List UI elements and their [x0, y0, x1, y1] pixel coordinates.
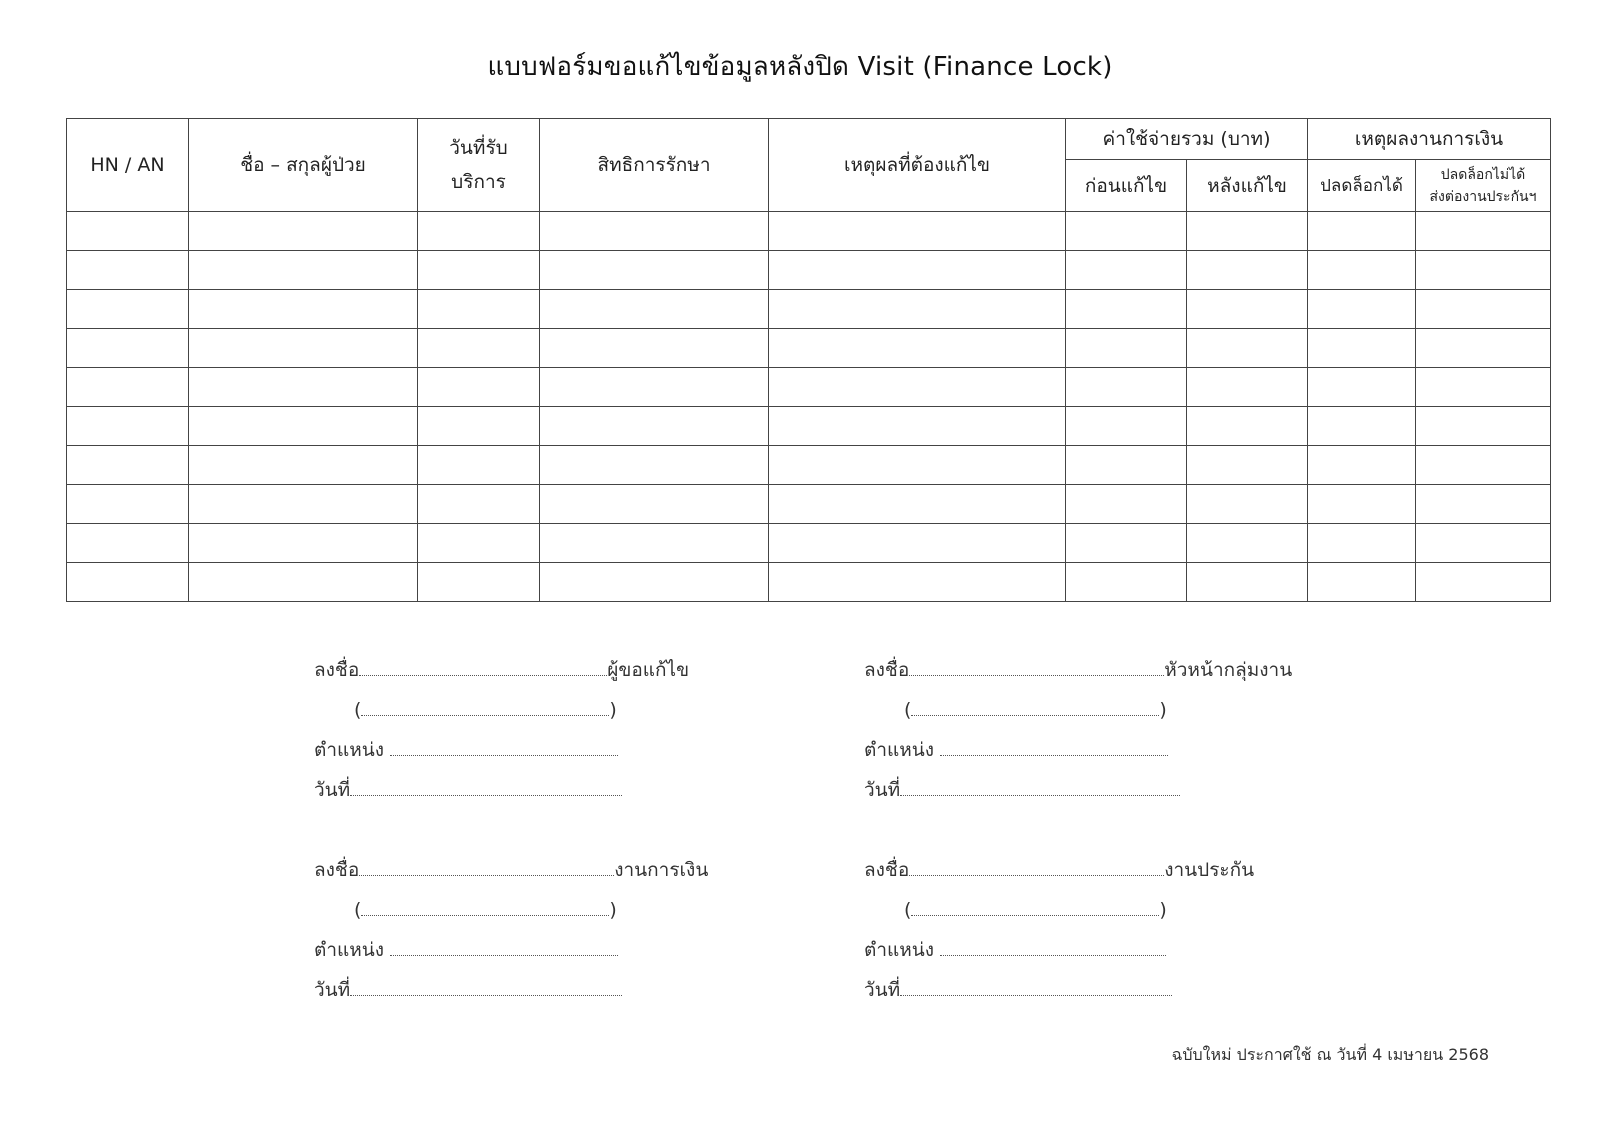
insurance-role: งานประกัน: [1164, 859, 1255, 881]
cell-treatment-right[interactable]: [540, 485, 769, 524]
cell-after-edit[interactable]: [1187, 212, 1308, 251]
cell-patient-name[interactable]: [189, 329, 418, 368]
header-unlock-ok: ปลดล็อกได้: [1308, 160, 1416, 212]
date-line[interactable]: [350, 780, 622, 796]
cell-unlock-ok[interactable]: [1308, 407, 1416, 446]
cell-treatment-right[interactable]: [540, 329, 769, 368]
cell-patient-name[interactable]: [189, 251, 418, 290]
header-after-edit: หลังแก้ไข: [1187, 160, 1308, 212]
table-row: [67, 524, 1551, 563]
cell-after-edit[interactable]: [1187, 563, 1308, 602]
sign-label: ลงชื่อ: [314, 659, 360, 681]
sign-label: ลงชื่อ: [864, 859, 910, 881]
cell-unlock-not-ok[interactable]: [1416, 251, 1551, 290]
cell-treatment-right[interactable]: [540, 407, 769, 446]
form-title: แบบฟอร์มขอแก้ไขข้อมูลหลังปิด Visit (Finance Lock): [487, 52, 1113, 82]
cell-reason-to-edit[interactable]: [769, 524, 1066, 563]
header-before-edit: ก่อนแก้ไข: [1066, 160, 1187, 212]
requester-role: ผู้ขอแก้ไข: [607, 659, 690, 681]
cell-after-edit[interactable]: [1187, 407, 1308, 446]
date-line[interactable]: [350, 980, 622, 996]
open-paren: (: [354, 899, 362, 921]
cell-treatment-right[interactable]: [540, 290, 769, 329]
cell-patient-name[interactable]: [189, 563, 418, 602]
table-row: [67, 407, 1551, 446]
cell-patient-name[interactable]: [189, 446, 418, 485]
footer-version-note: ฉบับใหม่ ประกาศใช้ ณ วันที่ 4 เมษายน 2568: [1171, 1045, 1489, 1064]
header-treatment-right: สิทธิการรักษา: [540, 119, 769, 212]
cell-treatment-right[interactable]: [540, 446, 769, 485]
cell-unlock-ok[interactable]: [1308, 368, 1416, 407]
header-service-date-line2: บริการ: [451, 171, 506, 193]
table-row: [67, 485, 1551, 524]
printed-name-line[interactable]: [911, 700, 1159, 716]
cell-hn-an[interactable]: [67, 290, 189, 329]
header-service-date-line1: วันที่รับ: [449, 137, 508, 159]
cell-after-edit[interactable]: [1187, 485, 1308, 524]
cell-reason-to-edit[interactable]: [769, 407, 1066, 446]
cell-after-edit[interactable]: [1187, 446, 1308, 485]
printed-name-line[interactable]: [361, 700, 609, 716]
position-label: ตำแหน่ง: [864, 739, 935, 761]
table-row: [67, 290, 1551, 329]
table-row: [67, 563, 1551, 602]
cell-service-date[interactable]: [418, 446, 540, 485]
cell-unlock-not-ok[interactable]: [1416, 212, 1551, 251]
signature-line[interactable]: [359, 860, 614, 876]
signature-line[interactable]: [909, 660, 1164, 676]
cell-service-date[interactable]: [418, 563, 540, 602]
cell-hn-an[interactable]: [67, 329, 189, 368]
date-label: วันที่: [314, 779, 351, 801]
cell-before-edit[interactable]: [1066, 407, 1187, 446]
cell-treatment-right[interactable]: [540, 251, 769, 290]
close-paren: ): [609, 899, 617, 921]
printed-name-line[interactable]: [911, 900, 1159, 916]
cell-before-edit[interactable]: [1066, 524, 1187, 563]
cell-reason-to-edit[interactable]: [769, 563, 1066, 602]
cell-before-edit[interactable]: [1066, 290, 1187, 329]
sign-label: ลงชื่อ: [314, 859, 360, 881]
cell-hn-an[interactable]: [67, 368, 189, 407]
header-reason-to-edit: เหตุผลที่ต้องแก้ไข: [769, 119, 1066, 212]
finance-role: งานการเงิน: [614, 859, 709, 881]
cell-unlock-not-ok[interactable]: [1416, 290, 1551, 329]
position-label: ตำแหน่ง: [314, 739, 385, 761]
cell-before-edit[interactable]: [1066, 329, 1187, 368]
cell-after-edit[interactable]: [1187, 368, 1308, 407]
header-service-date: [418, 119, 540, 212]
position-line[interactable]: [390, 740, 618, 756]
cell-hn-an[interactable]: [67, 563, 189, 602]
close-paren: ): [1159, 899, 1167, 921]
table-row: [67, 368, 1551, 407]
cell-unlock-ok[interactable]: [1308, 329, 1416, 368]
cell-service-date[interactable]: [418, 329, 540, 368]
header-unlock-not-ok-line1: ปลดล็อกไม่ได้: [1440, 166, 1526, 183]
signature-line[interactable]: [909, 860, 1164, 876]
cell-unlock-ok[interactable]: [1308, 524, 1416, 563]
table-row: [67, 212, 1551, 251]
header-unlock-not-ok-line2: ส่งต่องานประกันฯ: [1429, 188, 1537, 205]
table-row: [67, 329, 1551, 368]
cell-treatment-right[interactable]: [540, 368, 769, 407]
cell-before-edit[interactable]: [1066, 251, 1187, 290]
date-label: วันที่: [864, 779, 901, 801]
cell-before-edit[interactable]: [1066, 446, 1187, 485]
cell-reason-to-edit[interactable]: [769, 290, 1066, 329]
cell-reason-to-edit[interactable]: [769, 251, 1066, 290]
table-row: [67, 446, 1551, 485]
cell-service-date[interactable]: [418, 368, 540, 407]
cell-patient-name[interactable]: [189, 524, 418, 563]
cell-unlock-not-ok[interactable]: [1416, 446, 1551, 485]
cell-service-date[interactable]: [418, 251, 540, 290]
cell-after-edit[interactable]: [1187, 524, 1308, 563]
cell-service-date[interactable]: [418, 485, 540, 524]
cell-treatment-right[interactable]: [540, 212, 769, 251]
cell-patient-name[interactable]: [189, 485, 418, 524]
cell-unlock-not-ok[interactable]: [1416, 407, 1551, 446]
sign-label: ลงชื่อ: [864, 659, 910, 681]
close-paren: ): [1159, 699, 1167, 721]
position-line[interactable]: [390, 940, 618, 956]
close-paren: ): [609, 699, 617, 721]
cell-service-date[interactable]: [418, 212, 540, 251]
cell-unlock-not-ok[interactable]: [1416, 563, 1551, 602]
cell-service-date[interactable]: [418, 407, 540, 446]
cell-before-edit[interactable]: [1066, 485, 1187, 524]
cell-unlock-ok[interactable]: [1308, 485, 1416, 524]
edit-request-table: [66, 118, 1551, 602]
cell-treatment-right[interactable]: [540, 524, 769, 563]
cell-hn-an[interactable]: [67, 485, 189, 524]
header-hn-an: HN / AN: [67, 119, 189, 212]
cell-hn-an[interactable]: [67, 524, 189, 563]
header-unlock-not-ok: [1416, 160, 1551, 212]
open-paren: (: [354, 699, 362, 721]
position-label: ตำแหน่ง: [314, 939, 385, 961]
open-paren: (: [904, 899, 912, 921]
position-label: ตำแหน่ง: [864, 939, 935, 961]
cell-before-edit[interactable]: [1066, 563, 1187, 602]
cell-treatment-right[interactable]: [540, 563, 769, 602]
date-label: วันที่: [864, 979, 901, 1001]
cell-before-edit[interactable]: [1066, 212, 1187, 251]
cell-unlock-not-ok[interactable]: [1416, 524, 1551, 563]
cell-unlock-not-ok[interactable]: [1416, 368, 1551, 407]
cell-hn-an[interactable]: [67, 212, 189, 251]
group-head-role: หัวหน้ากลุ่มงาน: [1164, 659, 1293, 681]
signature-line[interactable]: [359, 660, 607, 676]
cell-patient-name[interactable]: [189, 212, 418, 251]
table-body: [67, 212, 1551, 602]
cell-service-date[interactable]: [418, 290, 540, 329]
cell-unlock-ok[interactable]: [1308, 446, 1416, 485]
cell-hn-an[interactable]: [67, 446, 189, 485]
cell-patient-name[interactable]: [189, 368, 418, 407]
cell-unlock-ok[interactable]: [1308, 251, 1416, 290]
cell-before-edit[interactable]: [1066, 368, 1187, 407]
cell-after-edit[interactable]: [1187, 251, 1308, 290]
cell-reason-to-edit[interactable]: [769, 485, 1066, 524]
cell-reason-to-edit[interactable]: [769, 329, 1066, 368]
header-group-finance-reason: เหตุผลงานการเงิน: [1308, 119, 1551, 160]
cell-patient-name[interactable]: [189, 290, 418, 329]
cell-unlock-not-ok[interactable]: [1416, 485, 1551, 524]
printed-name-line[interactable]: [361, 900, 609, 916]
position-line[interactable]: [940, 940, 1166, 956]
open-paren: (: [904, 699, 912, 721]
cell-reason-to-edit[interactable]: [769, 368, 1066, 407]
cell-reason-to-edit[interactable]: [769, 212, 1066, 251]
cell-after-edit[interactable]: [1187, 290, 1308, 329]
cell-unlock-ok[interactable]: [1308, 290, 1416, 329]
cell-unlock-not-ok[interactable]: [1416, 329, 1551, 368]
header-group-total-cost: ค่าใช้จ่ายรวม (บาท): [1066, 119, 1308, 160]
cell-reason-to-edit[interactable]: [769, 446, 1066, 485]
cell-hn-an[interactable]: [67, 407, 189, 446]
cell-service-date[interactable]: [418, 524, 540, 563]
date-label: วันที่: [314, 979, 351, 1001]
cell-unlock-ok[interactable]: [1308, 563, 1416, 602]
date-line[interactable]: [900, 780, 1180, 796]
table-row: [67, 251, 1551, 290]
header-patient-name: ชื่อ – สกุลผู้ป่วย: [189, 119, 418, 212]
cell-unlock-ok[interactable]: [1308, 212, 1416, 251]
cell-after-edit[interactable]: [1187, 329, 1308, 368]
cell-patient-name[interactable]: [189, 407, 418, 446]
cell-hn-an[interactable]: [67, 251, 189, 290]
position-line[interactable]: [940, 740, 1168, 756]
date-line[interactable]: [900, 980, 1172, 996]
